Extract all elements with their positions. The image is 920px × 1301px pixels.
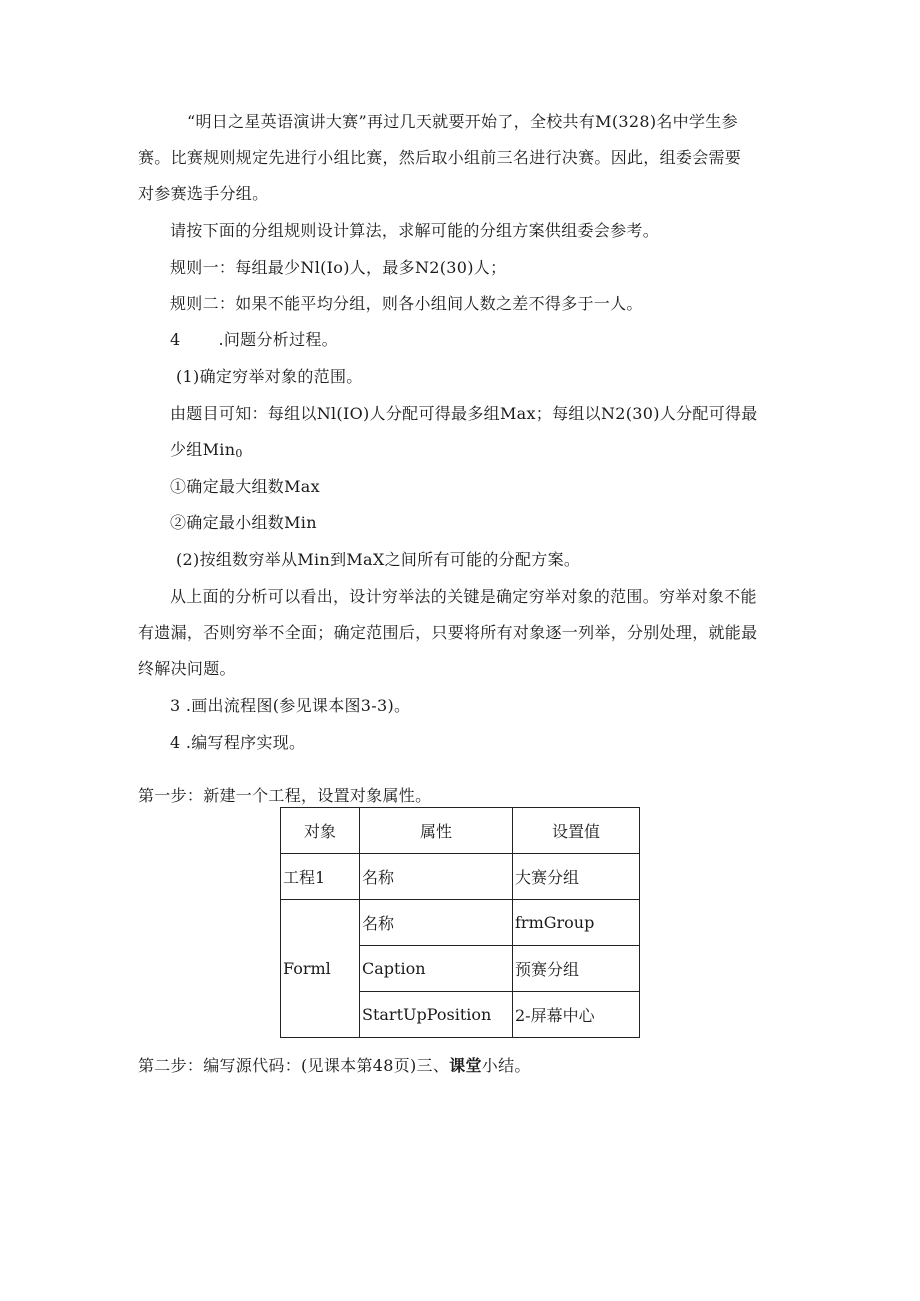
- cell-property: 名称: [360, 854, 513, 900]
- analysis-line2-subscript: 0: [235, 447, 243, 460]
- conclusion-line1: 从上面的分析可以看出，设计穷举法的关键是确定穷举对象的范围。穷举对象不能: [170, 587, 757, 606]
- second-step-bold: 课堂: [449, 1056, 482, 1075]
- para-intro-line1: “明日之星英语演讲大赛”再过几天就要开始了，全校共有M(328)名中学生参: [187, 112, 738, 131]
- table-header-row: [281, 808, 640, 854]
- conclusion-line3: 终解决问题。: [138, 659, 236, 678]
- properties-table: [280, 807, 640, 1038]
- cell-object: Forml: [281, 900, 360, 1038]
- circled-step-2: ②确定最小组数Min: [170, 513, 317, 532]
- cell-value: frmGroup: [513, 900, 640, 946]
- cell-value: 2-屏幕中心: [513, 992, 640, 1038]
- second-step-tail: 小结。: [481, 1056, 531, 1075]
- step4-implement: 4 .编写程序实现。: [170, 733, 306, 752]
- header-value: 设置值: [513, 808, 640, 854]
- cell-property: 名称: [360, 900, 513, 946]
- analysis-line2-text: 少组Min: [170, 440, 236, 459]
- cell-property: Caption: [360, 946, 513, 992]
- rule-two: 规则二：如果不能平均分组，则各小组间人数之差不得多于一人。: [170, 294, 643, 313]
- para-request: 请按下面的分组规则设计算法，求解可能的分组方案供组委会参考。: [170, 221, 660, 240]
- cell-value: 预赛分组: [513, 946, 640, 992]
- header-object: 对象: [281, 808, 360, 854]
- first-step: 第一步：新建一个工程，设置对象属性。: [138, 786, 432, 805]
- circled-step-1: ①确定最大组数Max: [170, 477, 320, 496]
- subpoint-1: (1)确定穷举对象的范围。: [176, 367, 363, 386]
- cell-value: 大赛分组: [513, 854, 640, 900]
- para-intro-line3: 对参赛选手分组。: [138, 184, 269, 203]
- header-property: 属性: [360, 808, 513, 854]
- step3-flowchart: 3 .画出流程图(参见课本图3-3)。: [170, 696, 411, 715]
- subpoint-2: (2)按组数穷举从Min到MaX之间所有可能的分配方案。: [176, 550, 581, 569]
- para-intro-line2: 赛。比赛规则规定先进行小组比赛，然后取小组前三名进行决赛。因此，组委会需要: [138, 148, 742, 167]
- analysis-line1: 由题目可知：每组以Nl(IO)人分配可得最多组Max；每组以N2(30)人分配可得最: [170, 404, 758, 423]
- second-step: [138, 1056, 531, 1076]
- table-row: [281, 900, 640, 946]
- step4-text: .问题分析过程。: [218, 330, 338, 349]
- cell-property: StartUpPosition: [360, 992, 513, 1038]
- conclusion-line2: 有遗漏，否则穷举不全面；确定范围后，只要将所有对象逐一列举，分别处理，就能最: [138, 623, 758, 642]
- step4-heading: [170, 330, 338, 350]
- table-row: [281, 854, 640, 900]
- rule-one: 规则一：每组最少Nl(Io)人，最多N2(30)人；: [170, 258, 507, 277]
- step4-number: 4: [170, 330, 181, 349]
- analysis-line2: [170, 440, 243, 464]
- cell-object: 工程1: [281, 854, 360, 900]
- second-step-text: 第二步：编写源代码：(见课本第48页)三、: [138, 1056, 450, 1075]
